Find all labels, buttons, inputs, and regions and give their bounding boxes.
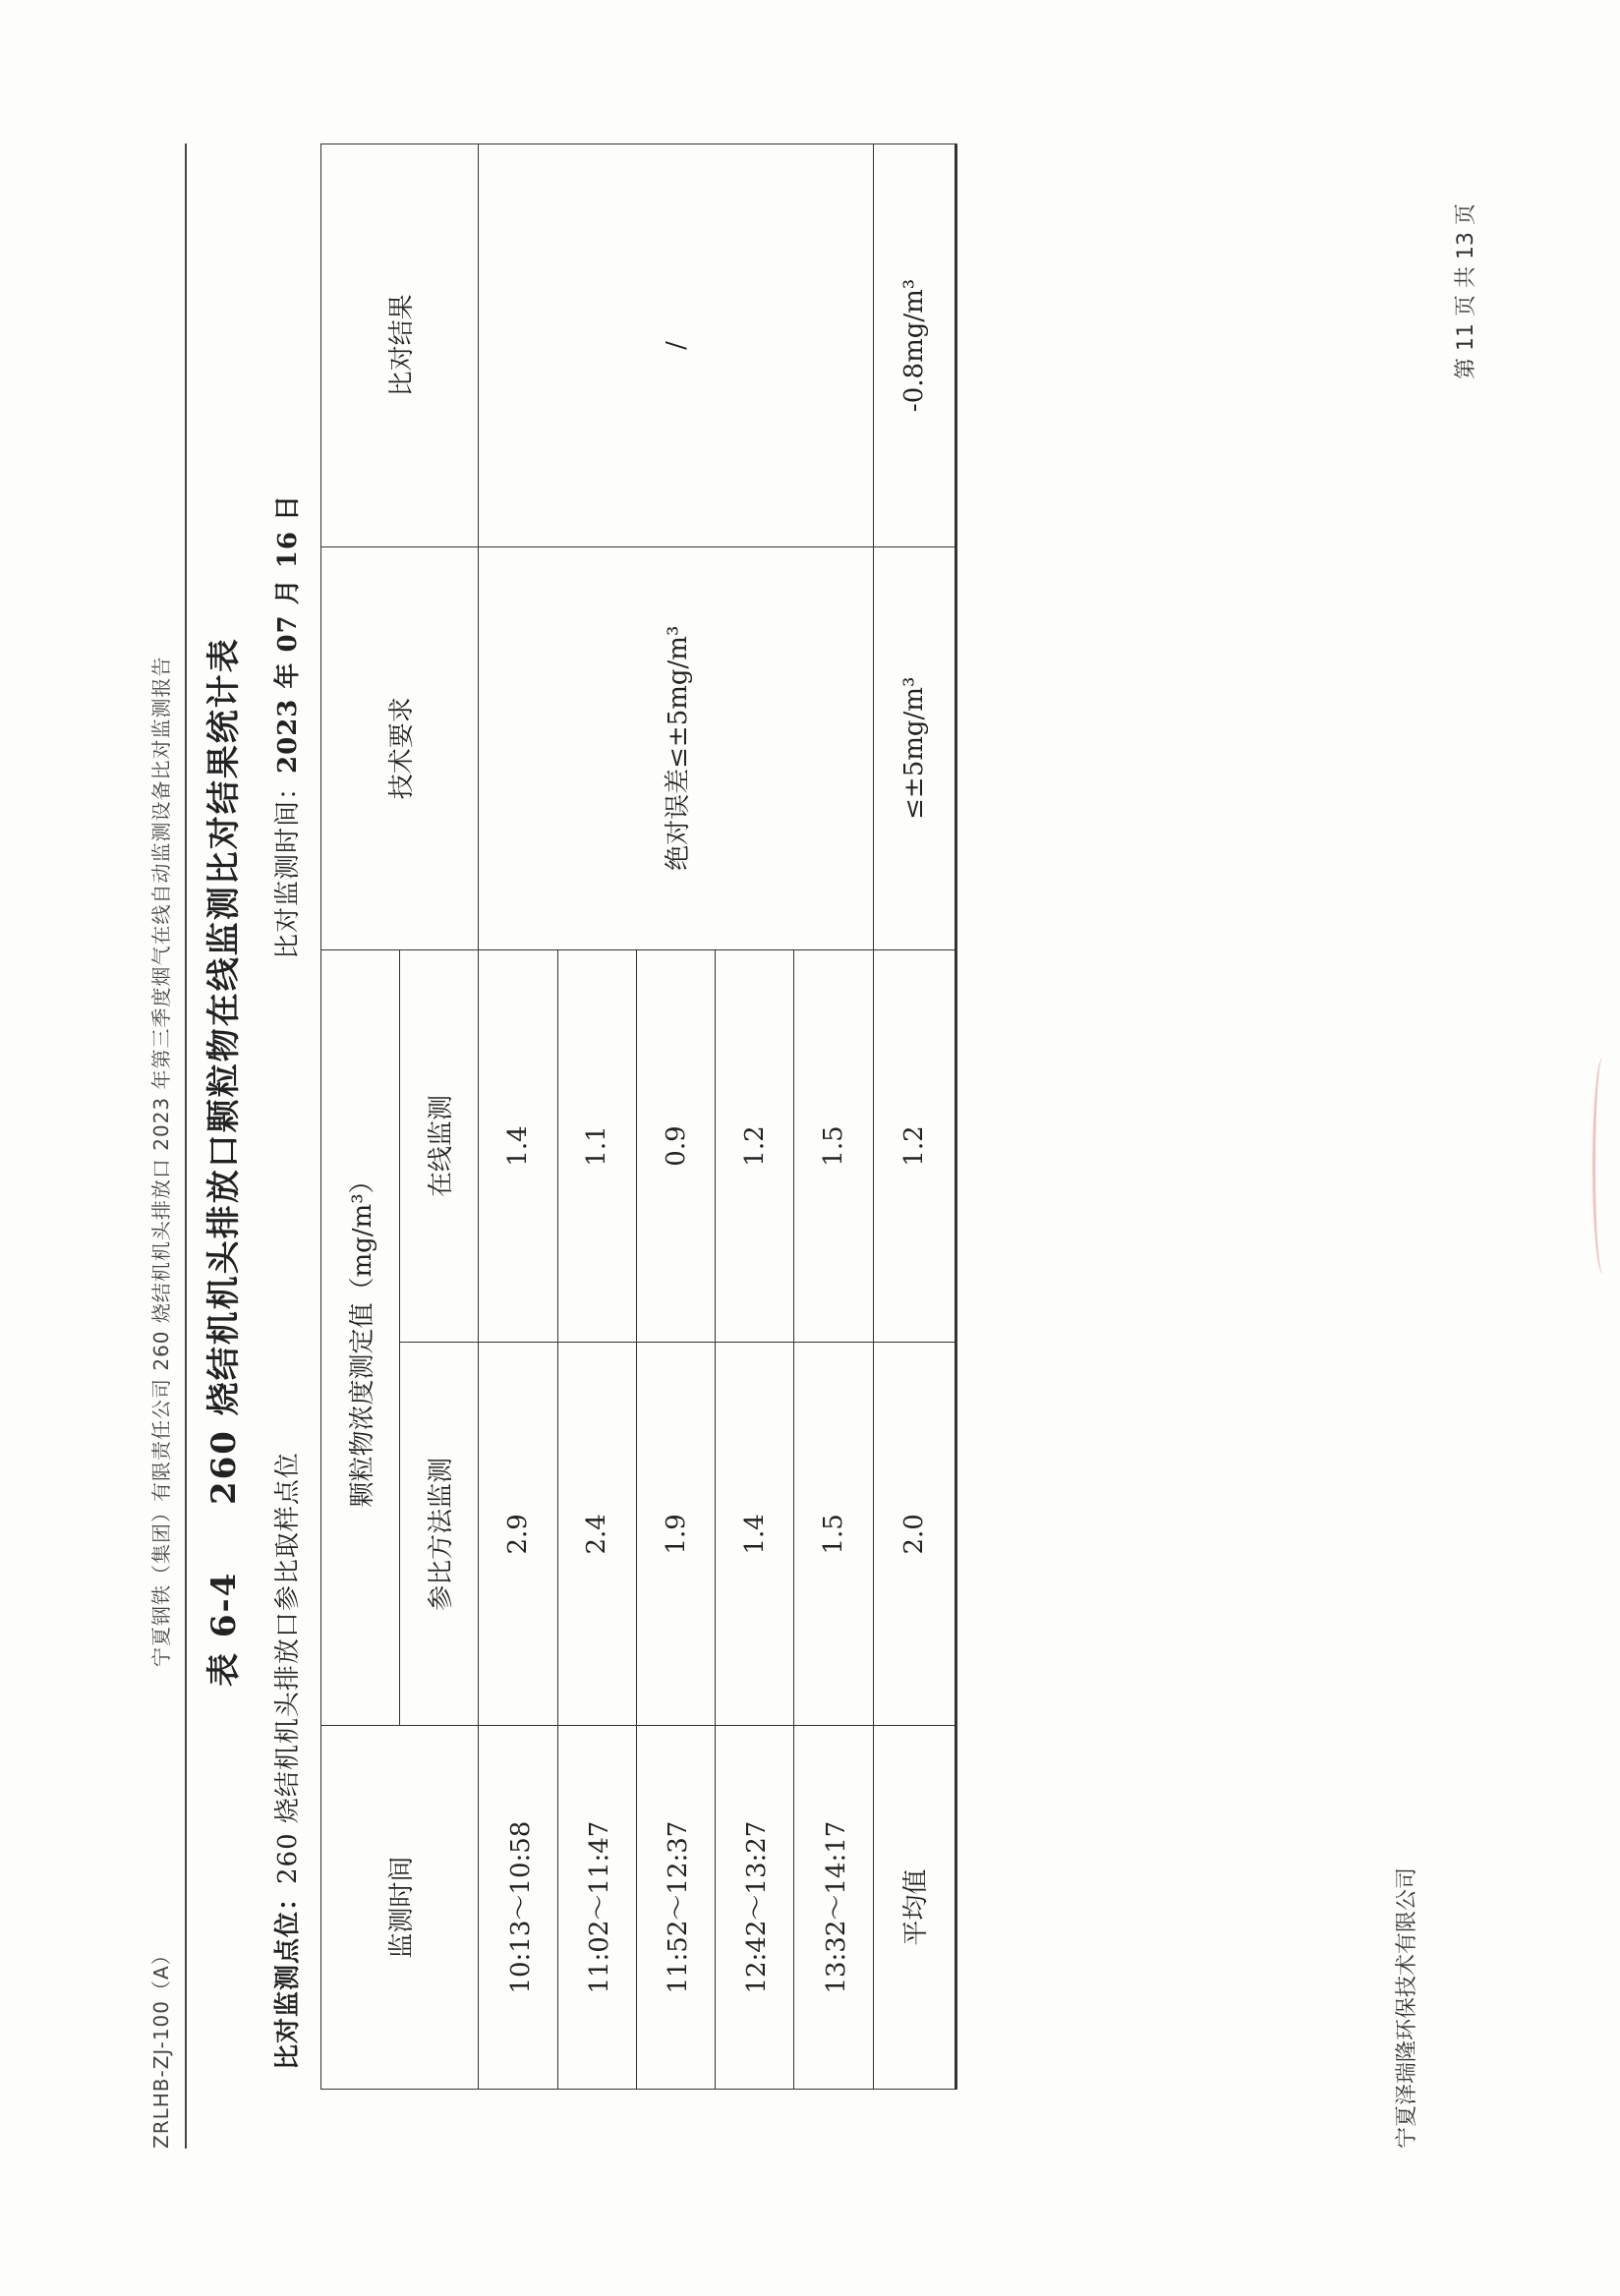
average-label: 平均值 — [873, 1726, 955, 2090]
table-row — [479, 144, 557, 2090]
header-result: 比对结果 — [321, 144, 479, 547]
row-online: 1.4 — [479, 949, 557, 1343]
row-reference: 2.9 — [479, 1343, 557, 1726]
row-online: 1.2 — [716, 949, 794, 1343]
row-online: 1.1 — [557, 949, 636, 1343]
row-time: 12:42～13:27 — [716, 1726, 794, 2090]
table-title-text: 260 烧结机机头排放口颗粒物在线监测比对结果统计表 — [204, 637, 244, 1506]
average-result: -0.8mg/m³ — [873, 144, 955, 547]
row-time: 13:32～14:17 — [794, 1726, 873, 2090]
average-online: 1.2 — [873, 949, 955, 1343]
header-time: 监测时间 — [321, 1726, 479, 2090]
table-title — [197, 637, 245, 1687]
stamp-mark — [1592, 1058, 1613, 1274]
row-online: 0.9 — [636, 949, 715, 1343]
header-concentration: 颗粒物浓度测定值（mg/m³） — [321, 949, 400, 1726]
header-online: 在线监测 — [400, 949, 479, 1343]
document-code: ZRLHB-ZJ-100（A） — [149, 1944, 173, 2149]
table-number: 表 6-4 — [204, 1571, 244, 1687]
monitoring-time — [267, 494, 304, 959]
time-value: 2023 年 07 月 16 日 — [273, 493, 303, 774]
row-reference: 1.5 — [794, 1343, 873, 1726]
footer-company: 宁夏泽瑞隆环保技术有限公司 — [1395, 1866, 1419, 2149]
footer-page-number: 第 11 页 共 13 页 — [1454, 203, 1478, 379]
row-time: 11:52～12:37 — [636, 1726, 715, 2090]
average-reference: 2.0 — [873, 1343, 955, 1726]
header-divider — [185, 144, 187, 2149]
monitoring-location — [267, 1452, 304, 2070]
row-reference: 1.9 — [636, 1343, 715, 1726]
row-reference: 2.4 — [557, 1343, 636, 1726]
location-label: 比对监测点位： — [273, 1883, 303, 2070]
location-value: 260 烧结机机头排放口参比取样点位 — [273, 1452, 303, 1884]
row-time: 10:13～10:58 — [479, 1726, 557, 2090]
row-online: 1.5 — [794, 949, 873, 1343]
rows-result: / — [479, 144, 873, 547]
average-requirement: ≤±5mg/m³ — [873, 546, 955, 949]
comparison-table — [320, 144, 957, 2090]
header-requirement: 技术要求 — [321, 546, 479, 949]
header-reference: 参比方法监测 — [400, 1343, 479, 1726]
row-reference: 1.4 — [716, 1343, 794, 1726]
row-time: 11:02～11:47 — [557, 1726, 636, 2090]
time-label: 比对监测时间： — [273, 773, 303, 959]
rows-requirement: 绝对误差≤±5mg/m³ — [479, 546, 873, 949]
report-title: 宁夏钢铁（集团）有限责任公司 260 烧结机机头排放口 2023 年第三季度烟气在线自动监测设备比对监测报告 — [149, 656, 173, 1667]
average-row — [873, 144, 955, 2090]
